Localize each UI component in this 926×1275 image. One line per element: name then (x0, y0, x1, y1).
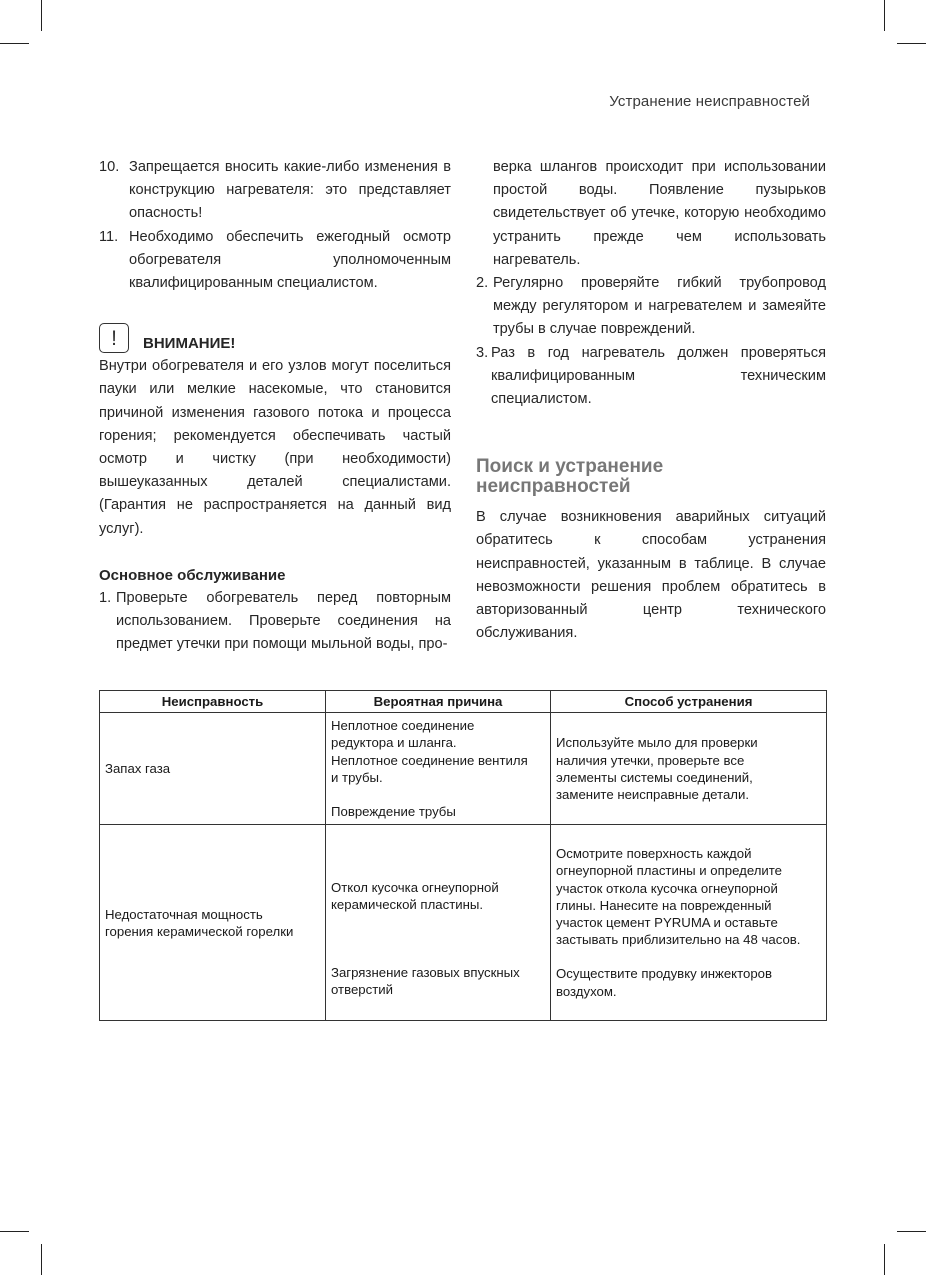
list-item-m1 (99, 587, 451, 657)
warning-title: ВНИМАНИЕ! (143, 335, 236, 353)
exclamation-icon: ! (99, 323, 129, 353)
list-number: 10. (99, 159, 120, 175)
table-row (100, 825, 827, 1021)
troubleshooting-table (99, 690, 827, 1021)
table-header-row (100, 691, 827, 713)
warning-block (99, 323, 451, 353)
warning-text: Внутри обогревателя и его узлов могут поселиться пауки или мелкие насекомые, что становится причиной изменения газового потока и процесса горения; рекомендуется обеспечивать частый осмотр и чистку (при необходимости) вышеуказанных деталей специалистами. (Гарантия не распространяется на данный вид услуг). (99, 358, 451, 537)
list-number: 1. (99, 590, 112, 607)
crop-mark-top-right-h (897, 43, 926, 44)
list-text: Раз в год нагреватель должен проверяться квалифицированным техническим специалистом. (491, 344, 826, 408)
crop-mark-bottom-right-v (884, 1244, 885, 1275)
cell-cause: Откол кусочка огнеупорной керамической пластины. Загрязнение газовых впускных отверстий (326, 825, 551, 1021)
list-text: Запрещается вносить какие-либо изменения в конструкцию нагревателя: это представляет опасность! (129, 159, 451, 222)
crop-mark-top-left-v (41, 0, 42, 31)
left-column (99, 156, 451, 657)
crop-mark-bottom-right-h (897, 1231, 926, 1232)
right-column (476, 156, 826, 645)
list-number: 2. (476, 275, 489, 292)
section-text: В случае возникновения аварийных ситуаций обратитесь к способам устранения неисправностей, указанным в таблице. В случае невозможности решения проблем обратитесь в авторизованный центр технического обслуживания. (476, 509, 826, 642)
list-item-11 (99, 226, 451, 296)
header-remedy: Способ устранения (551, 691, 827, 713)
list-text: Регулярно проверяйте гибкий трубопровод между регулятором и нагревателем и замеяйте трубы в случае повреждений. (493, 275, 826, 338)
list-number: 3. (476, 344, 489, 361)
list-text: Проверьте обогреватель перед повторным использованием. Проверьте соединения на предмет утечки при помощи мыльной воды, про- (116, 590, 451, 653)
list-item-m1-cont (476, 156, 826, 272)
list-text: Необходимо обеспечить ежегодный осмотр обогревателя уполномоченным квалифицированным специалистом. (129, 228, 451, 292)
maintenance-heading: Основное обслуживание (99, 566, 286, 584)
list-item-m2 (476, 272, 826, 342)
list-number: 11. (99, 228, 119, 245)
header-cause: Вероятная причина (326, 691, 551, 713)
section-title-line1: Поиск и устранение (476, 456, 664, 478)
table-row (100, 713, 827, 825)
cell-fault: Запах газа (100, 713, 326, 825)
section-title-line2: неисправностей (476, 476, 631, 498)
list-item-m3 (476, 342, 826, 412)
cell-cause: Неплотное соединение редуктора и шланга. Неплотное соединение вентиля и трубы. Повреждение трубы (326, 713, 551, 825)
cell-remedy: Используйте мыло для проверки наличия утечки, проверьте все элементы системы соединений, замените неисправные детали. (551, 713, 827, 825)
header-fault: Неисправность (100, 691, 326, 713)
list-item-10 (99, 156, 451, 226)
section-title (476, 457, 826, 497)
crop-mark-top-left-h (0, 43, 29, 44)
running-title: Устранение неисправностей (609, 93, 810, 110)
cell-fault: Недостаточная мощность горения керамической горелки (100, 825, 326, 1021)
crop-mark-bottom-left-v (41, 1244, 42, 1275)
crop-mark-bottom-left-h (0, 1231, 29, 1232)
cell-remedy: Осмотрите поверхность каждой огнеупорной пластины и определите участок откола кусочка огнеупорной глины. Нанесите на поврежденный участок цемент PYRUMA и оставьте застывать приблизительно на 48 часов. Осуществите продувку инжекторов воздухом. (551, 825, 827, 1021)
list-text: верка шлангов происходит при использовании простой воды. Появление пузырьков свидетельствует об утечке, которую необходимо устранить прежде чем использовать нагреватель. (493, 159, 826, 268)
crop-mark-top-right-v (884, 0, 885, 31)
